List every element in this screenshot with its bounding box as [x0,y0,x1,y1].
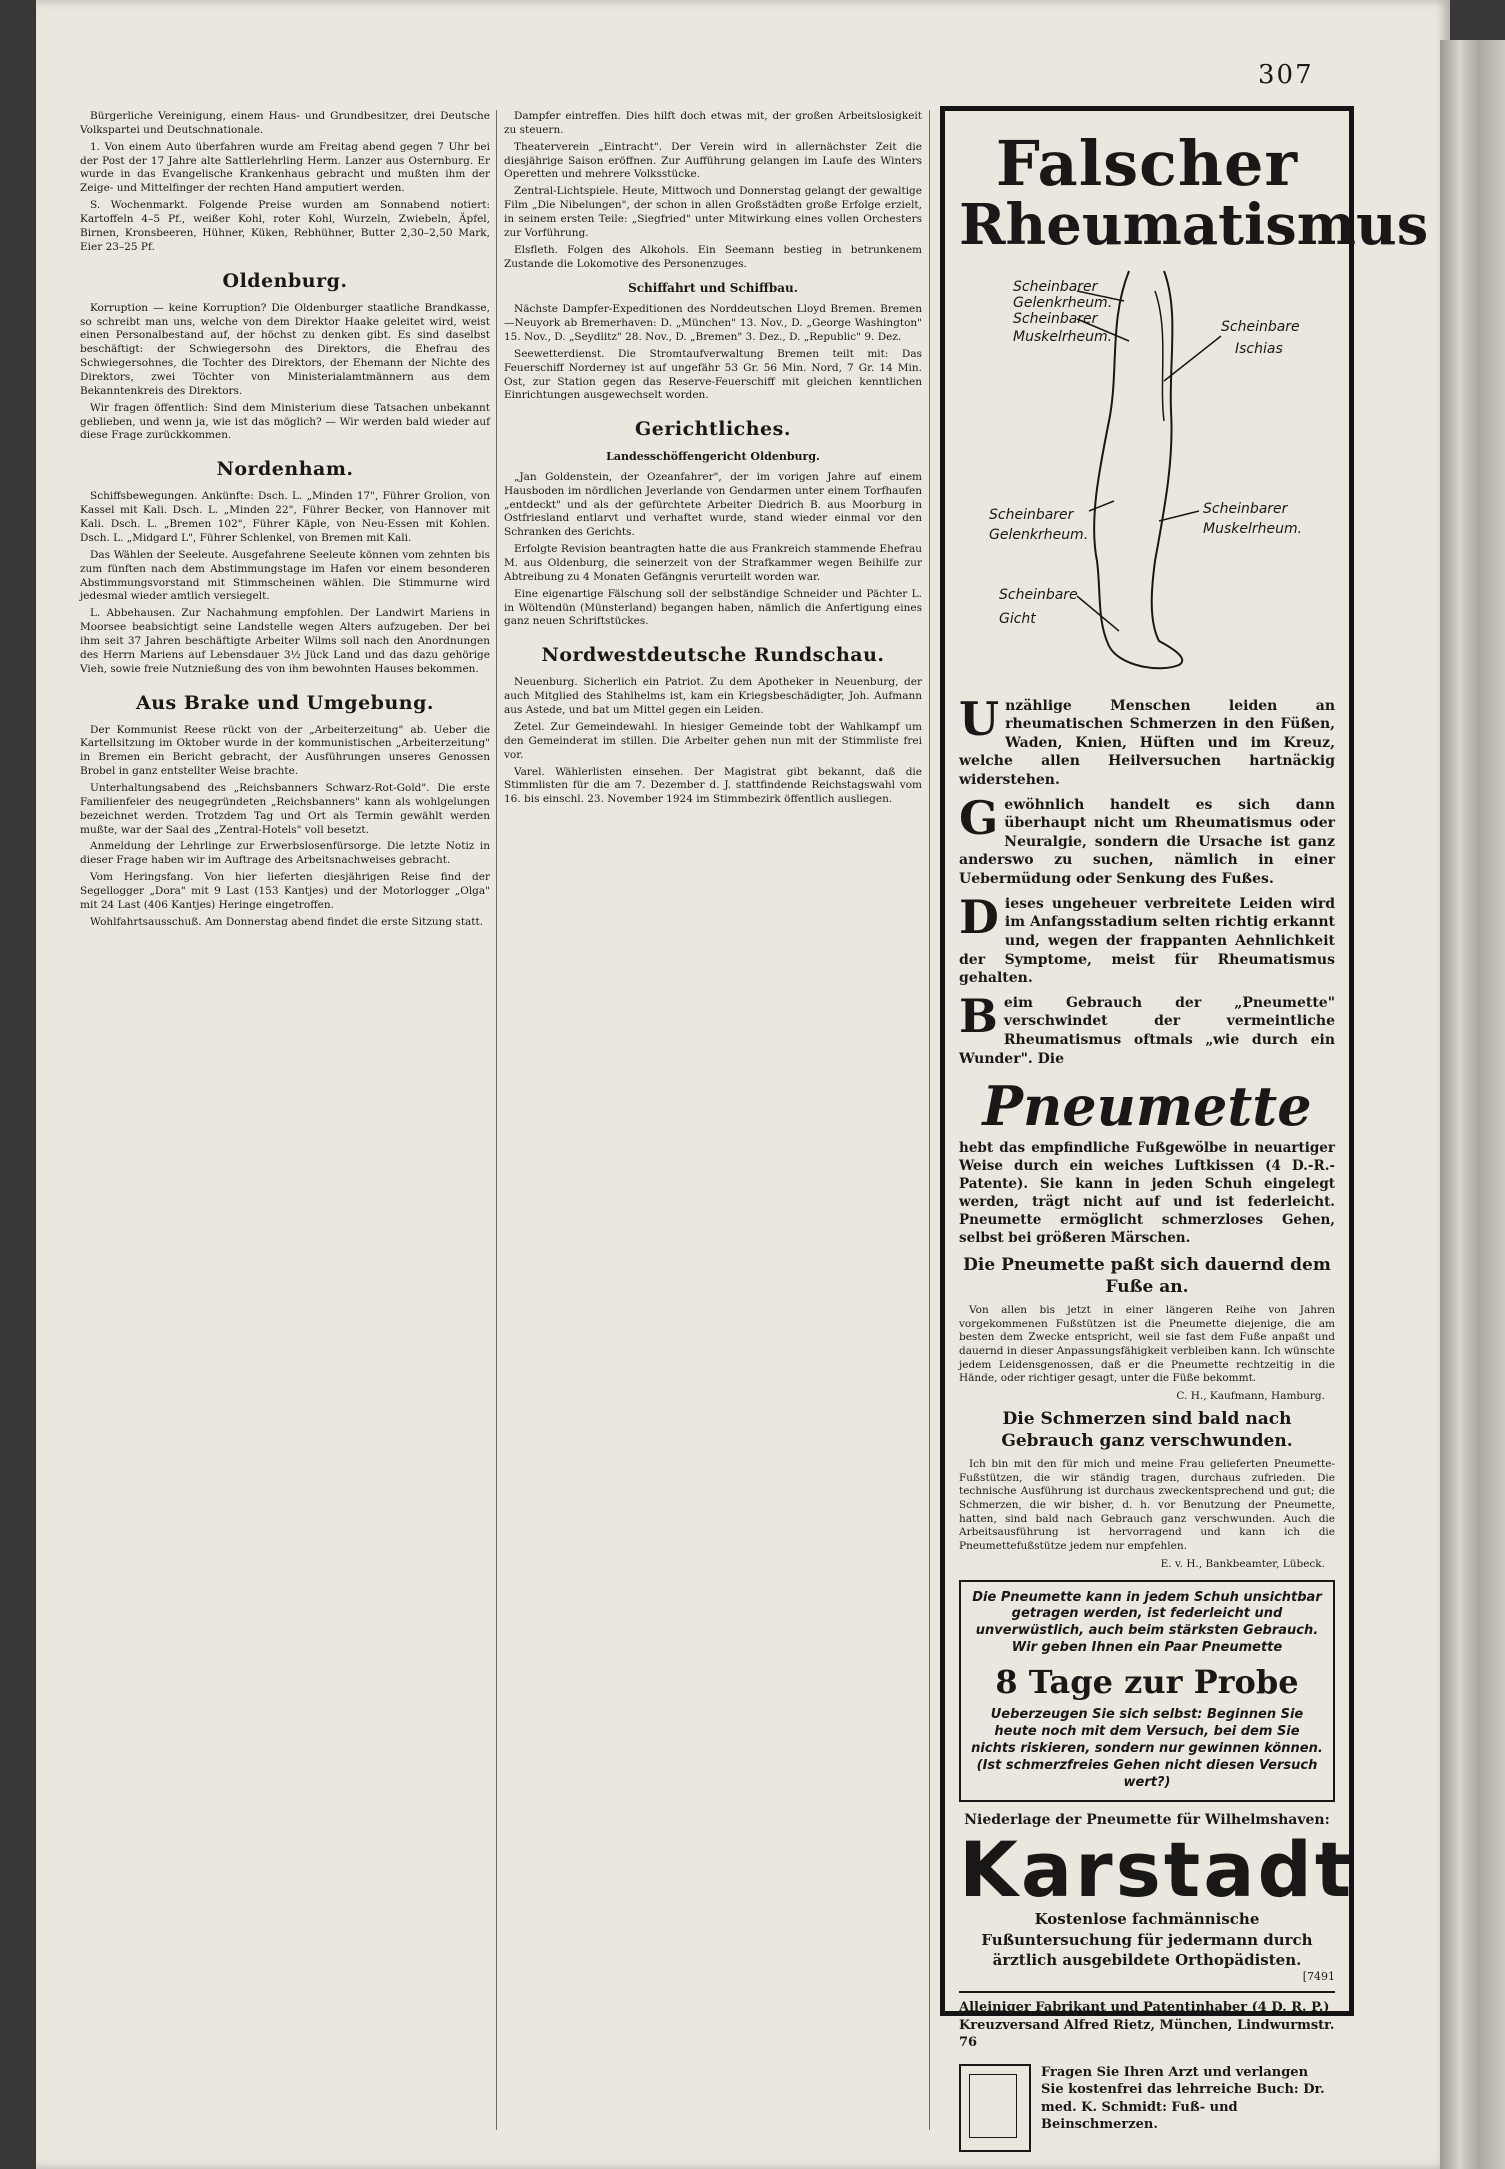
article-paragraph: Neuenburg. Sicherlich ein Patriot. Zu dem Apotheker in Neuenburg, der auch Mitglied des Stahlhelms ist, kam ein Kriegsbeschädigter, Joh. Aufmann aus Astede, und bat um Mittel gegen ein Leiden. [504,676,922,717]
store-service: Kostenlose fachmännische Fußuntersuchung für jedermann durch ärztlich ausgebildete Orthopädisten. [981,1910,1313,1969]
article-paragraph: Schiffsbewegungen. Ankünfte: Dsch. L. „Minden 17", Führer Grolion, von Kassel mit Kali. Dsch. L. „Minden 22", Führer Becker, von Hannover mit Kali. Dsch. L. „Bremen 102", Führer Käple, von Neu-Essen mit Kohlen. Dsch. L. „Midgard L", Führer Schlenkel, von Bremen mit Kali. [80,490,490,544]
article-paragraph: Dampfer eintreffen. Dies hilft doch etwas mit, der großen Arbeitslosigkeit zu steuern. [504,110,922,136]
brand-description: hebt das empfindliche Fußgewölbe in neuartiger Weise durch ein weiches Luftkissen (4 D.-R.-Patente). Sie kann in jeden Schuh eingelegt werden, trägt nicht auf und ist federleicht. Pneumette ermöglicht schmerzloses Gehen, selbst bei größeren Märschen. [959,1140,1335,1246]
article-paragraph: Theaterverein „Eintracht". Der Verein wird in allernächster Zeit die diesjährige Saison eröffnen. Zur Aufführung gelangen im Laufe des Winters Operetten und mehrere Volksstücke. [504,140,922,181]
figure-label: Scheinbarer [1013,278,1098,295]
article-paragraph: Der Kommunist Reese rückt von der „Arbeiterzeitung" ab. Ueber die Kartellsitzung im Oktober wurde in der kommunistischen „Arbeiterzeitung" in Bremen ein Bericht gebracht, der Ausführungen unseres Genossen Brobel in ganz entstellter Weise brachte. [80,723,490,778]
ad-paragraph [959,988,1335,1068]
section-heading-nordenham: Nordenham. [216,458,354,481]
ad-reference-number: [7491 [1302,1970,1335,1984]
article-paragraph: Wohlfahrtsausschuß. Am Donnerstag abend findet die erste Sitzung statt. [90,915,484,928]
figure-label: Gelenkrheum. [1013,294,1113,311]
testimonial-signature: C. H., Kaufmann, Hamburg. [1176,1389,1325,1402]
book-offer [959,2064,1335,2152]
manufacturer-line: Alleiniger Fabrikant und Patentinhaber (4 D. R. P.) Kreuzversand Alfred Rietz, München, Lindwurmstr. 76 [959,1991,1335,2052]
figure-label: Scheinbare [999,586,1078,603]
figure-label: Muskelrheum. [1013,328,1113,345]
middle-column [504,110,922,2140]
article-paragraph: Zetel. Zur Gemeindewahl. In hiesiger Gemeinde tobt der Wahlkampf um den Gemeinderat im stillen. Die Arbeiter gehen nun mit der Stimmliste frei vor. [504,721,922,761]
ad-paragraph-text: nzählige Menschen leiden an rheumatischen Schmerzen in den Füßen, Waden, Knien, Hüften und im Kreuz, welche allen Heilversuchen hartnäckig widerstehen. [959,697,1335,789]
figure-label: Gelenkrheum. [989,526,1089,543]
trial-offer-headline: 8 Tage zur Probe [995,1663,1299,1702]
article-paragraph: Elsfleth. Folgen des Alkohols. Ein Seemann bestieg in betrunkenem Zustande die Lokomotive des Personenzuges. [504,243,922,270]
article-paragraph: S. Wochenmarkt. Folgende Preise wurden am Sonnabend notiert: Kartoffeln 4–5 Pf., weißer Kohl, roter Kohl, Wurzeln, Zwiebeln, Äpfel, Birnen, Kronsbeeren, Hühner, Küken, Rebhühner, Butter 2,30–2,50 Mark, Eier 23–25 Pf. [80,199,490,253]
article-paragraph: Seewetterdienst. Die Stromtaufverwaltung Bremen teilt mit: Das Feuerschiff Norderney ist auf ungefähr 53 Gr. 56 Min. Nord, 7 Gr. 14 Min. Ost, zur Station gegen das Reserve-Feuerschiff mit gleichen kenntlichen Einrichtungen ausgewechselt worden. [504,347,922,402]
article-paragraph: Wir fragen öffentlich: Sind dem Ministerium diese Tatsachen unbekannt geblieben, und wenn ja, wie ist das möglich? — Wir werden bald wieder auf diese Frage zurückkommen. [80,401,490,442]
trial-offer-text: Die Pneumette kann in jedem Schuh unsichtbar getragen werden, ist federleicht und unverwüstlich, auch beim stärksten Gebrauch. Wir geben Ihnen ein Paar Pneumette [972,1589,1322,1656]
trial-offer-text: Ueberzeugen Sie sich selbst: Beginnen Sie heute noch mit dem Versuch, bei dem Sie nichts riskieren, sondern nur gewinnen können. (Ist schmerzfreies Gehen nicht diesen Versuch wert?) [971,1707,1323,1790]
drop-cap: G [959,790,999,845]
article-paragraph: Bürgerliche Vereinigung, einem Haus- und Grundbesitzer, drei Deutsche Volkspartei und Deutschnationale. [80,110,490,136]
article-paragraph: Nächste Dampfer-Expeditionen des Norddeutschen Lloyd Bremen. Bremen—Neuyork ab Bremerhaven: D. „München" 13. Nov., D. „George Washington" 15. Nov., D. „Seydlitz" 28. Nov., D. „Bremen" 3. Dez., D. „Republic" 9. Dez. [504,303,922,343]
drop-cap: D [959,889,999,944]
drop-cap: B [959,988,998,1043]
section-heading-northwest: Nordwestdeutsche Rundschau. [541,644,885,667]
section-heading-shipping: Schiffahrt und Schiffbau. [628,281,798,296]
book-offer-text: Fragen Sie Ihren Arzt und verlangen Sie kostenfrei das lehrreiche Buch: Dr. med. K. Schmidt: Fuß- und Beinschmerzen. [1041,2064,1325,2133]
figure-label: Scheinbarer [1203,500,1288,517]
ad-paragraph-text: ieses ungeheuer verbreitete Leiden wird im Anfangsstadium selten richtig erkannt und, wegen der frappanten Aehnlichkeit der Symptome, meist für Rheumatismus gehalten. [959,895,1335,987]
ad-paragraph [959,691,1335,790]
ad-paragraph [959,790,1335,889]
left-column [80,110,490,2140]
article-paragraph: Erfolgte Revision beantragten hatte die aus Frankreich stammende Ehefrau M. aus Oldenburg, die seinerzeit von der Strafkammer wegen Beihilfe zur Abtreibung zu 4 Monaten Gefängnis verurteilt worden war. [504,543,922,583]
article-paragraph: Anmeldung der Lehrlinge zur Erwerbslosenfürsorge. Die letzte Notiz in dieser Frage haben wir im Auftrage des Arbeitsnachweises gebracht. [80,840,490,867]
section-heading-oldenburg: Oldenburg. [222,269,348,292]
section-heading-court: Gerichtliches. [635,418,791,441]
ad-paragraph-text: ewöhnlich handelt es sich dann überhaupt nicht um Rheumatismus oder Neuralgie, sondern die Ursache ist ganz anderswo zu suchen, nämlich in einer Uebermüdung oder Senkung des Fußes. [959,796,1335,888]
figure-label: Muskelrheum. [1203,520,1303,537]
ad-title: Falscher [995,127,1299,200]
testimonial: Von allen bis jetzt in einer längeren Reihe von Jahren vorgekommenen Fußstützen ist die Pneumette diejenige, die am besten dem Zwecke entspricht, weil sie fast dem Fuße anpaßt und dauernd in dieser Anpassungsfähigkeit verbleiben kann. Ich wünschte jedem Leidensgenossen, daß er die Pneumette rechtzeitig in die Hände, oder richtiger gesagt, unter die Füße bekommt. [959,1304,1335,1385]
ad-paragraph [959,889,1335,988]
article-paragraph: Zentral-Lichtspiele. Heute, Mittwoch und Donnerstag gelangt der gewaltige Film „Die Nibelungen", der schon in allen Großstädten große Erfolge erzielt, in seinem ersten Teile: „Siegfried" unter Mitwirkung eines vollen Orchesters zur Vorführung. [504,185,922,239]
article-paragraph: Eine eigenartige Fälschung soll der selbständige Schneider und Pächter L. in Wöltendün (Münsterland) begangen haben, nämlich die Anfertigung eines ganz neuen Schriftstückes. [504,587,922,628]
article-paragraph: 1. Von einem Auto überfahren wurde am Freitag abend gegen 7 Uhr bei der Post der 17 Jahre alte Sattlerlehrling Herm. Lanzer aus Osternburg. Er wurde in das Evangelische Krankenhaus gebracht und mußten ihm der Zeige- und Mittelfinger der rechten Hand amputiert werden. [80,140,490,195]
column-divider [496,110,497,2130]
leg-illustration [959,261,1335,691]
ad-paragraph-text: eim Gebrauch der „Pneumette" verschwindet der vermeintliche Rheumatismus oftmals „wie durch ein Wunder". Die [959,994,1335,1067]
figure-label: Scheinbare [1221,318,1300,335]
article-paragraph: Unterhaltungsabend des „Reichsbanners Schwarz-Rot-Gold". Die erste Familienfeier des neugegründeten „Reichsbanners" kann als wohlgelungen bezeichnet werden. Trotzdem Tag und Ort als Termin gewählt werden mußte, war der Saal des „Zentral-Hotels" voll besetzt. [80,782,490,836]
ad-title: Rheumatismus [959,192,1429,258]
figure-label: Ischias [1235,340,1283,357]
testimonial: Ich bin mit den für mich und meine Frau gelieferten Pneumette-Fußstützen, die wir ständig tragen, durchaus zufrieden. Die technische Ausführung ist durchaus zweckentsprechend und gut; die Schmerzen, die wir bisher, d. h. vor Benutzung der Pneumette, hatten, sind bald nach Gebrauch ganz verschwunden. Auch die Arbeitsausführung ist hervorragend und kann ich die Pneumettefußstütze jedem nur empfehlen. [959,1458,1335,1552]
ad-claim: Die Pneumette paßt sich dauernd dem Fuße an. [963,1254,1331,1297]
depot-line: Niederlage der Pneumette für Wilhelmshaven: [964,1811,1330,1828]
article-paragraph: Vom Heringsfang. Von hier lieferten diesjährigen Reise find der Segellogger „Dora" mit 9 Last (153 Kantjes) und der Motorlogger „Olga" mit 24 Last (406 Kantjes) Heringe eingetroffen. [80,871,490,911]
brand-name: Pneumette [982,1074,1312,1139]
drop-cap: U [959,691,1000,746]
article-paragraph: Korruption — keine Korruption? Die Oldenburger staatliche Brandkasse, so schreibt man uns, welche von dem Direktor Haake geleitet wird, weist einen Personalbestand auf, der höchst zu denken gibt. Es sind daselbst beschäftigt: der Schwiegersohn des Direktors, die Ehefrau des Schwiegersohnes, die Tochter des Direktors, der Ehemann der Nichte des Direktors, zwei Töchter von Ministerialamtmännern aus dem Bekanntenkreis des Direktors. [80,301,490,397]
column-divider [929,110,930,2130]
trial-offer-box [959,1580,1335,1802]
page-number: 307 [1258,60,1314,90]
page-stack-edge [1440,40,1505,2169]
figure-label: Scheinbarer [1013,310,1098,327]
section-heading-brake: Aus Brake und Umgebung. [135,691,434,714]
figure-label: Gicht [999,610,1036,627]
figure-label: Scheinbarer [989,506,1074,523]
article-paragraph: Das Wählen der Seeleute. Ausgefahrene Seeleute können vom zehnten bis zum fünften nach dem Abstimmungstage im Hafen vor einem besonderen Abstimmungsvorstand mit Stimmscheinen wählen. Die Stimmurne wird jedesmal wieder amtlich versiegelt. [80,548,490,603]
section-subheading: Landesschöffengericht Oldenburg. [606,450,820,464]
ad-claim: Die Schmerzen sind bald nach Gebrauch ganz verschwunden. [1001,1408,1293,1452]
book-icon [959,2064,1031,2152]
article-paragraph: „Jan Goldenstein, der Ozeanfahrer", der im vorigen Jahre auf einem Hausboden im nördlichen Jeverlande von Gendarmen unter einem Torfhaufen „entdeckt" und als der gefürchtete Arbeiter Diedrich B. aus Moorburg in Ostfriesland entlarvt und verhaftet wurde, stand wieder einmal vor den Schranken des Gerichts. [504,470,922,539]
testimonial-signature: E. v. H., Bankbeamter, Lübeck. [1160,1557,1325,1570]
article-paragraph: L. Abbehausen. Zur Nachahmung empfohlen. Der Landwirt Mariens in Moorsee beabsichtigt seine Landstelle wegen Alters aufzugeben. Der bei ihm seit 37 Jahren beschäftigte Arbeiter Wilms soll nach den Anordnungen des Herrn Mariens auf Lebensdauer 3½ Jück Land und das dazu gehörige Vieh, sowie freie Nutznießung des von ihm bewohnten Hauses bekommen. [80,607,490,675]
store-name: Karstadt [959,1824,1355,1914]
article-paragraph: Varel. Wählerlisten einsehen. Der Magistrat gibt bekannt, daß die Stimmlisten für die am 7. Dezember d. J. stattfindende Reichstagswahl vom 16. bis einschl. 23. November 1924 im Stimmbezirk öffentlich ausliegen. [504,765,922,806]
pneumette-advertisement [940,106,1429,2133]
